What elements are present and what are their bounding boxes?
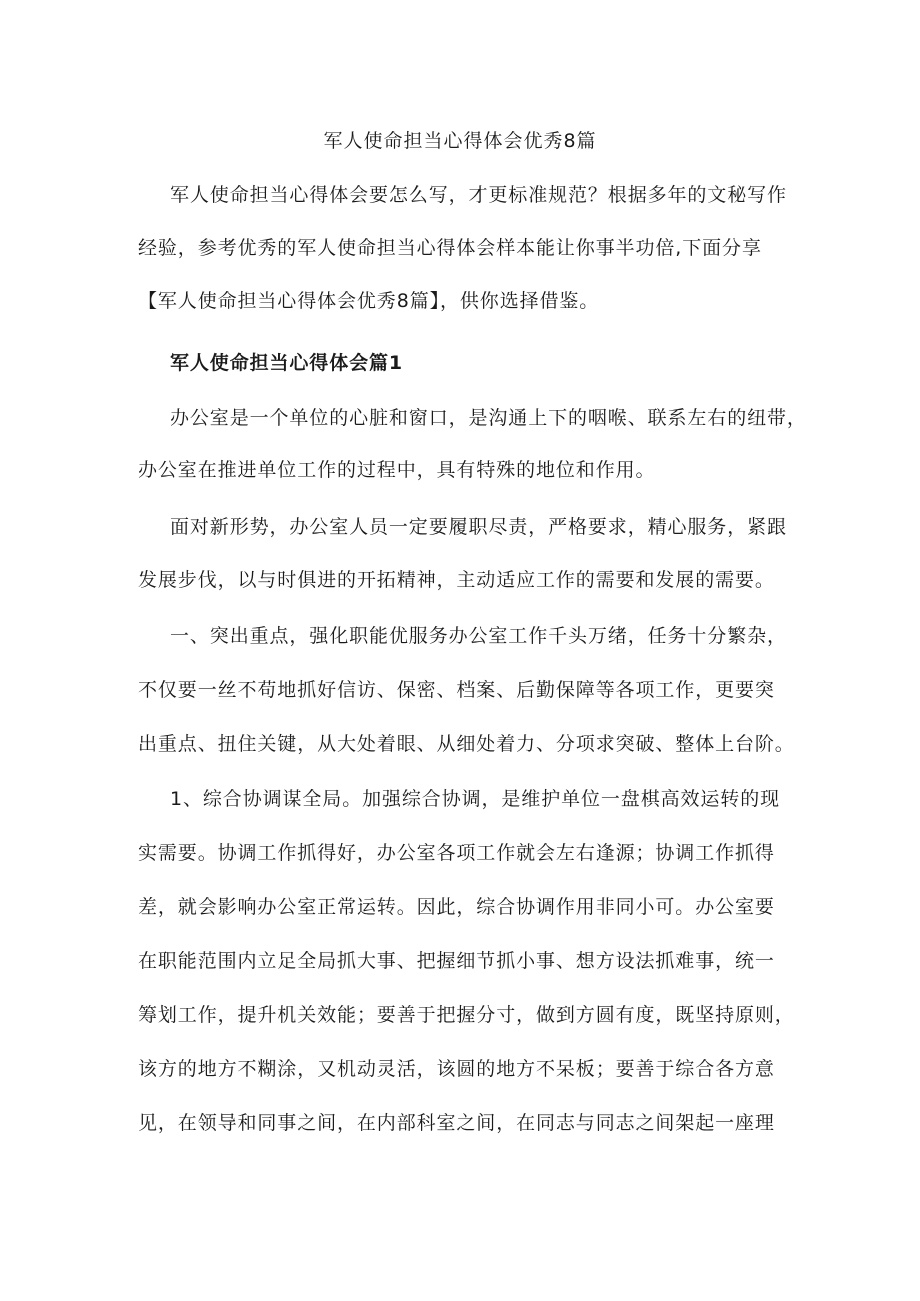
paragraph-line: 办公室是一个单位的心脏和窗口，是沟通上下的咽喉、联系左右的纽带， (170, 407, 807, 429)
paragraph-line: 一、突出重点，强化职能优服务办公室工作千头万绪，任务十分繁杂， (170, 625, 787, 647)
paragraph-line: 1、综合协调谋全局。加强综合协调，是维护单位一盘棋高效运转的现 (170, 788, 780, 810)
paragraph-line: 经验，参考优秀的军人使命担当心得体会样本能让你事半功倍,下面分享 (138, 237, 762, 259)
paragraph-line: 【军人使命担当心得体会优秀8篇】，供你选择借鉴。 (138, 290, 600, 312)
paragraph-line: 见，在领导和同事之间，在内部科室之间，在同志与同志之间架起一座理 (138, 1112, 775, 1134)
paragraph-line: 筹划工作，提升机关效能；要善于把握分寸，做到方圆有度，既坚持原则， (138, 1004, 795, 1026)
paragraph-line: 军人使命担当心得体会要怎么写，才更标准规范？根据多年的文秘写作 (170, 184, 787, 206)
paragraph-line: 面对新形势，办公室人员一定要履职尽责，严格要求，精心服务，紧跟 (170, 516, 787, 538)
paragraph-line: 该方的地方不糊涂，又机动灵活，该圆的地方不呆板；要善于综合各方意 (138, 1058, 775, 1080)
paragraph-line: 出重点、扭住关键，从大处着眼、从细处着力、分项求突破、整体上台阶。 (138, 733, 795, 755)
paragraph-line: 发展步伐，以与时俱进的开拓精神，主动适应工作的需要和发展的需要。 (138, 569, 775, 591)
paragraph-line: 在职能范围内立足全局抓大事、把握细节抓小事、想方设法抓难事，统一 (138, 950, 775, 972)
paragraph-line: 办公室在推进单位工作的过程中，具有特殊的地位和作用。 (138, 459, 656, 481)
document-title: 军人使命担当心得体会优秀8篇 (323, 130, 597, 152)
paragraph-line: 实需要。协调工作抓得好，办公室各项工作就会左右逢源；协调工作抓得 (138, 842, 775, 864)
section-heading: 军人使命担当心得体会篇1 (170, 352, 404, 374)
paragraph-line: 差，就会影响办公室正常运转。因此，综合协调作用非同小可。办公室要 (138, 896, 775, 918)
paragraph-line: 不仅要一丝不苟地抓好信访、保密、档案、后勤保障等各项工作，更要突 (138, 679, 775, 701)
